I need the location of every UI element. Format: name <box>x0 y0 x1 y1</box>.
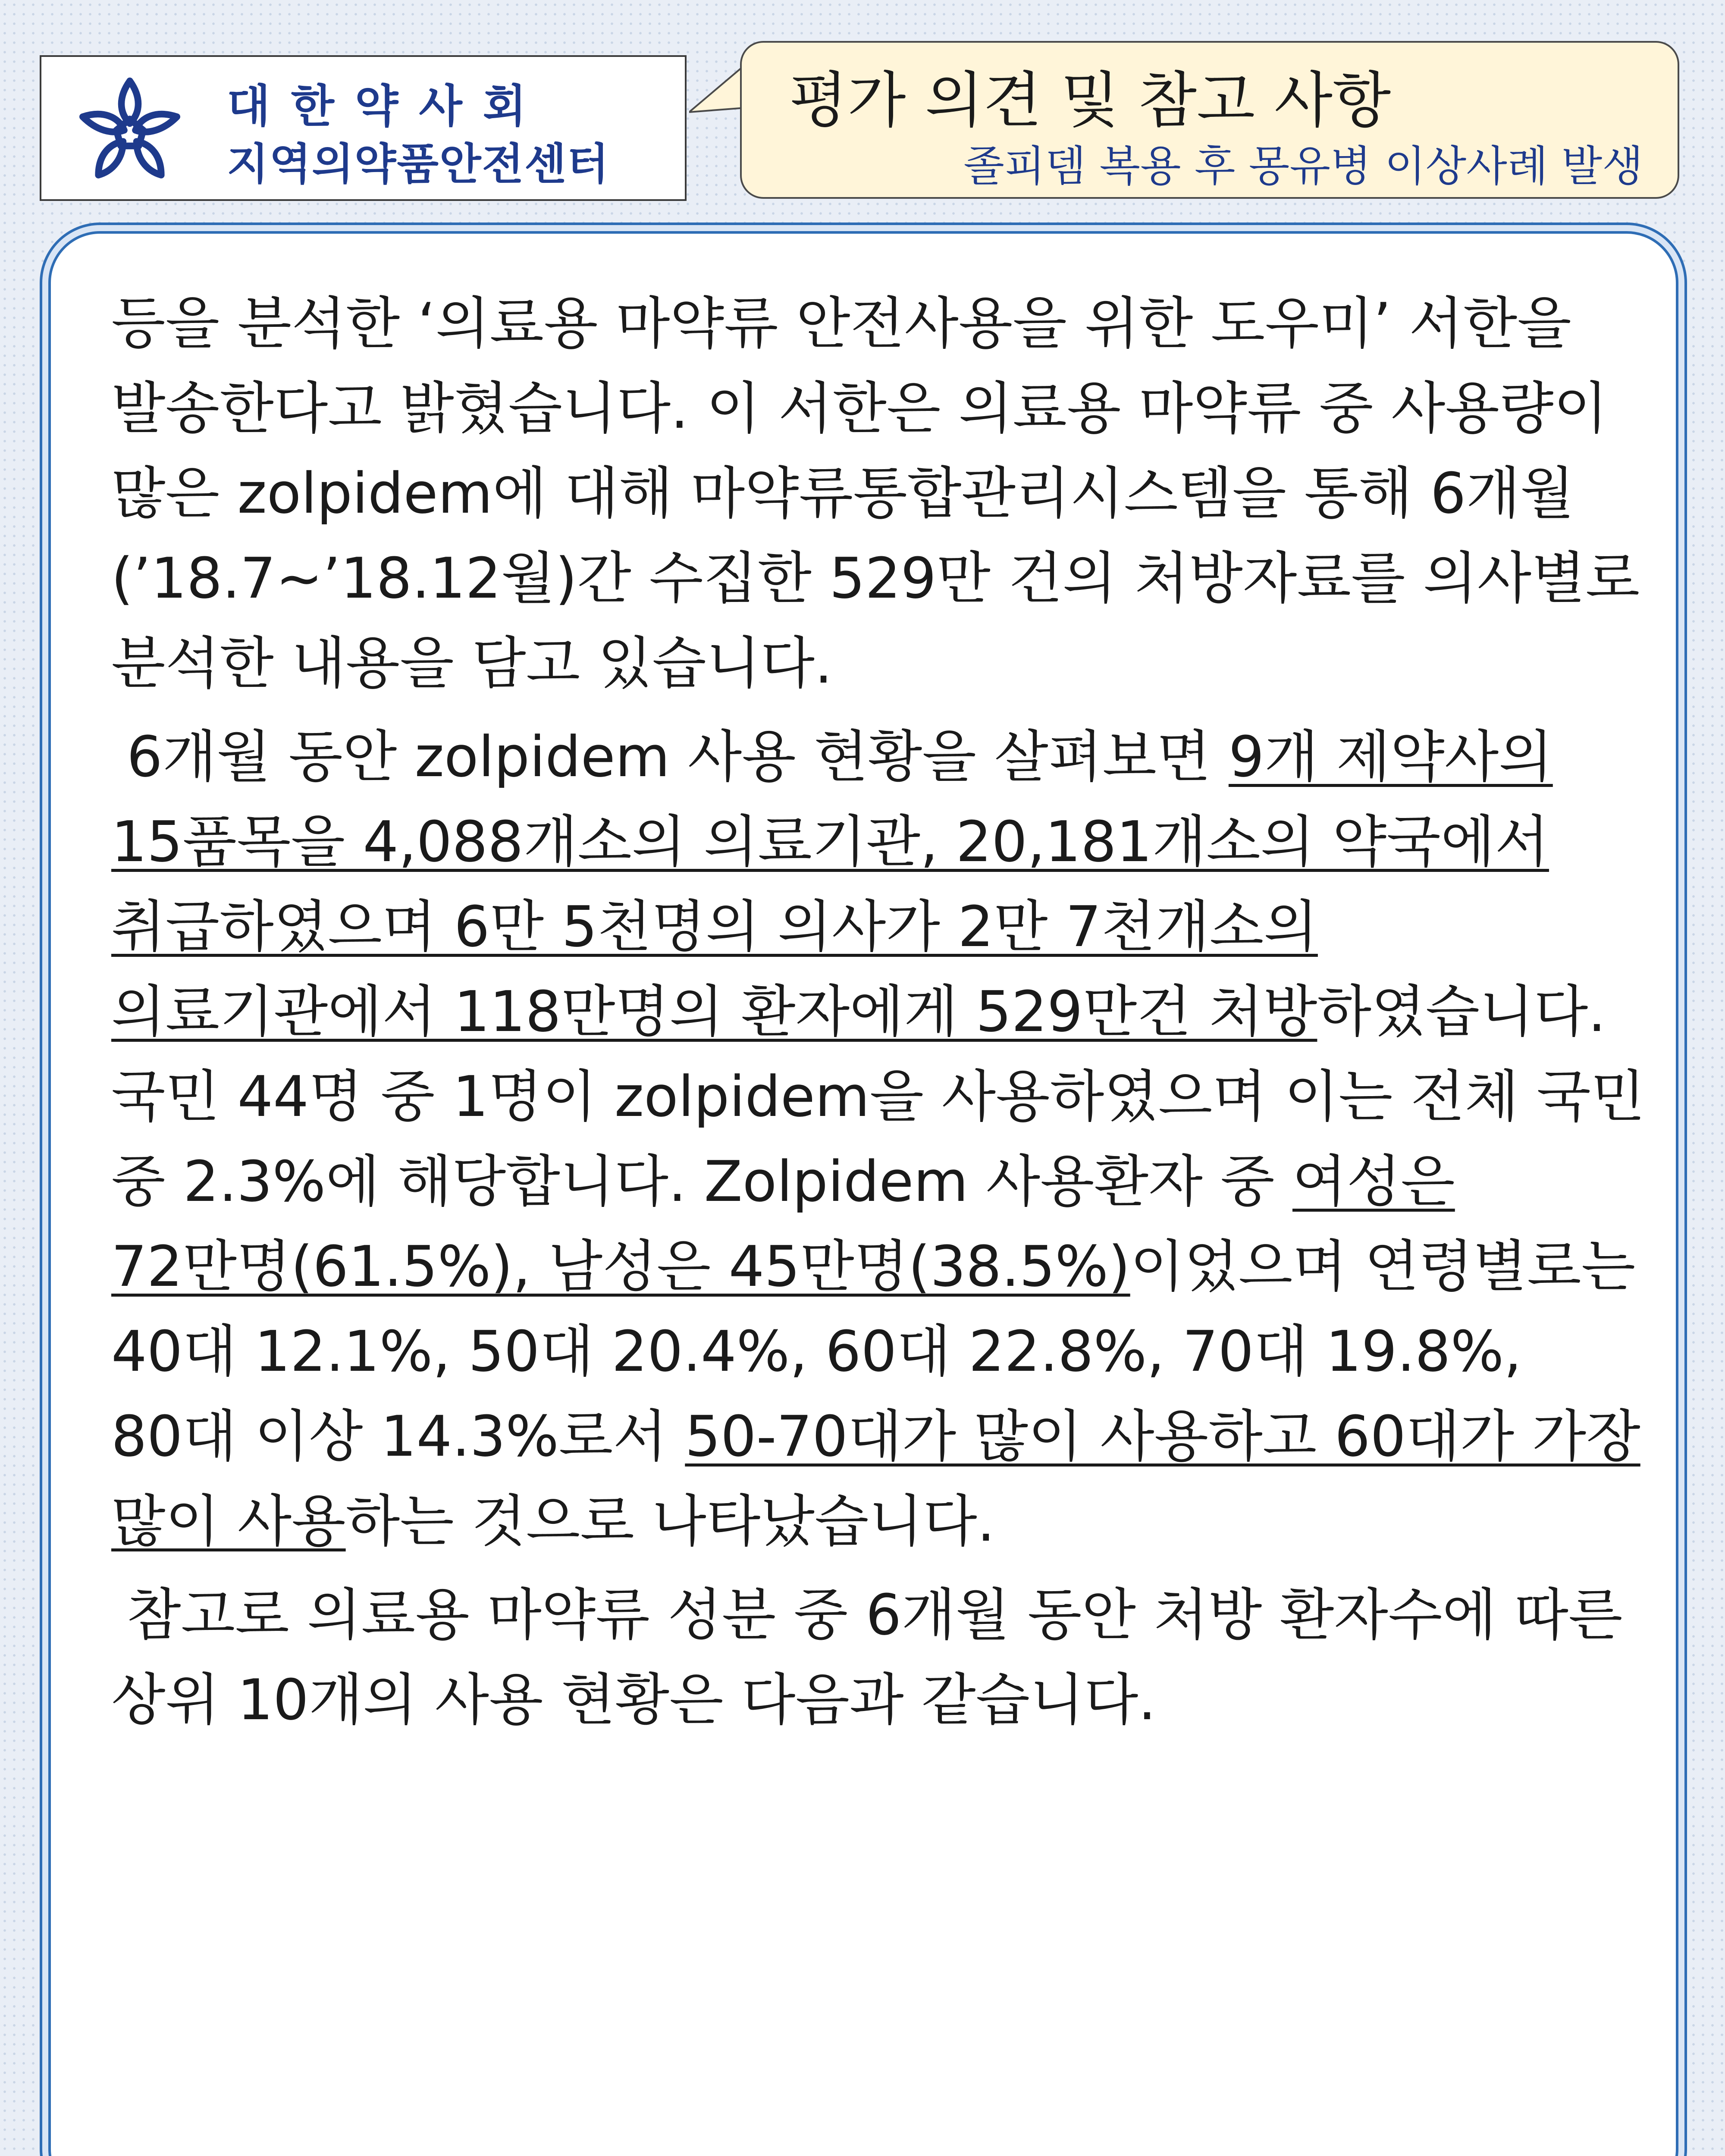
content-body <box>111 281 1647 1751</box>
paragraph-2-text-a: 6개월 동안 zolpidem 사용 현황을 살펴보면 <box>127 724 1229 790</box>
page-subtitle: 졸피뎀 복용 후 몽유병 이상사례 발생 <box>963 142 1643 191</box>
logo-box <box>40 55 687 201</box>
title-bubble <box>740 41 1679 199</box>
paragraph-2-text-d: 하는 것으로 나타났습니다. <box>345 1489 995 1554</box>
paragraph-1: 등을 분석한 ‘의료용 마약류 안전사용을 위한 도우미’ 서한을 발송한다고 밝혔습니다. 이 서한은 의료용 마약류 중 사용량이 많은 zolpidem에 대해 마약류통합관리시스템을 통해 6개월(’18.7~’18.12월)간 수집한 529만 건의 처방자료를 의사별로 분석한 내용을 담고 있습니다. <box>111 291 1640 696</box>
bubble-pointer <box>689 60 745 116</box>
page-title: 평가 의견 및 참고 사항 <box>789 66 1391 136</box>
paragraph-2-text-b: 하였습니다. 국민 44명 중 1명이 zolpidem을 사용하였으며 이는 전체 국민 중 2.3%에 해당합니다. Zolpidem 사용환자 중 <box>111 979 1645 1214</box>
paragraph-2-underline-3: 50-70대가 많이 사용하고 60대가 가장 많이 사용 <box>111 1404 1640 1554</box>
paragraph-3: 참고로 의료용 마약류 성분 중 6개월 동안 처방 환자수에 따른 상위 10개의 사용 현황은 다음과 같습니다. <box>111 1582 1623 1733</box>
content-frame <box>48 231 1678 2156</box>
kpa-logo-icon <box>72 74 188 186</box>
paragraph-2-underline-1: 9개 제약사의 15품목을 4,088개소의 의료기관, 20,181개소의 약국에서 취급하였으며 6만 5천명의 의사가 2만 7천개소의 의료기관에서 118만명의 환자에게 529만건 처방 <box>111 724 1553 1044</box>
paragraph-2-text-c: 이었으며 연령별로는 40대 12.1%, 50대 20.4%, 60대 22.8%, 70대 19.8%, 80대 이상 14.3%로서 <box>111 1234 1636 1469</box>
center-name: 지역의약품안전센터 <box>227 139 610 189</box>
org-name: 대한약사회 <box>227 80 547 132</box>
paragraph-2 <box>111 714 1647 1564</box>
paragraph-2-underline-2: 여성은 72만명(61.5%), 남성은 45만명(38.5%) <box>111 1149 1455 1299</box>
